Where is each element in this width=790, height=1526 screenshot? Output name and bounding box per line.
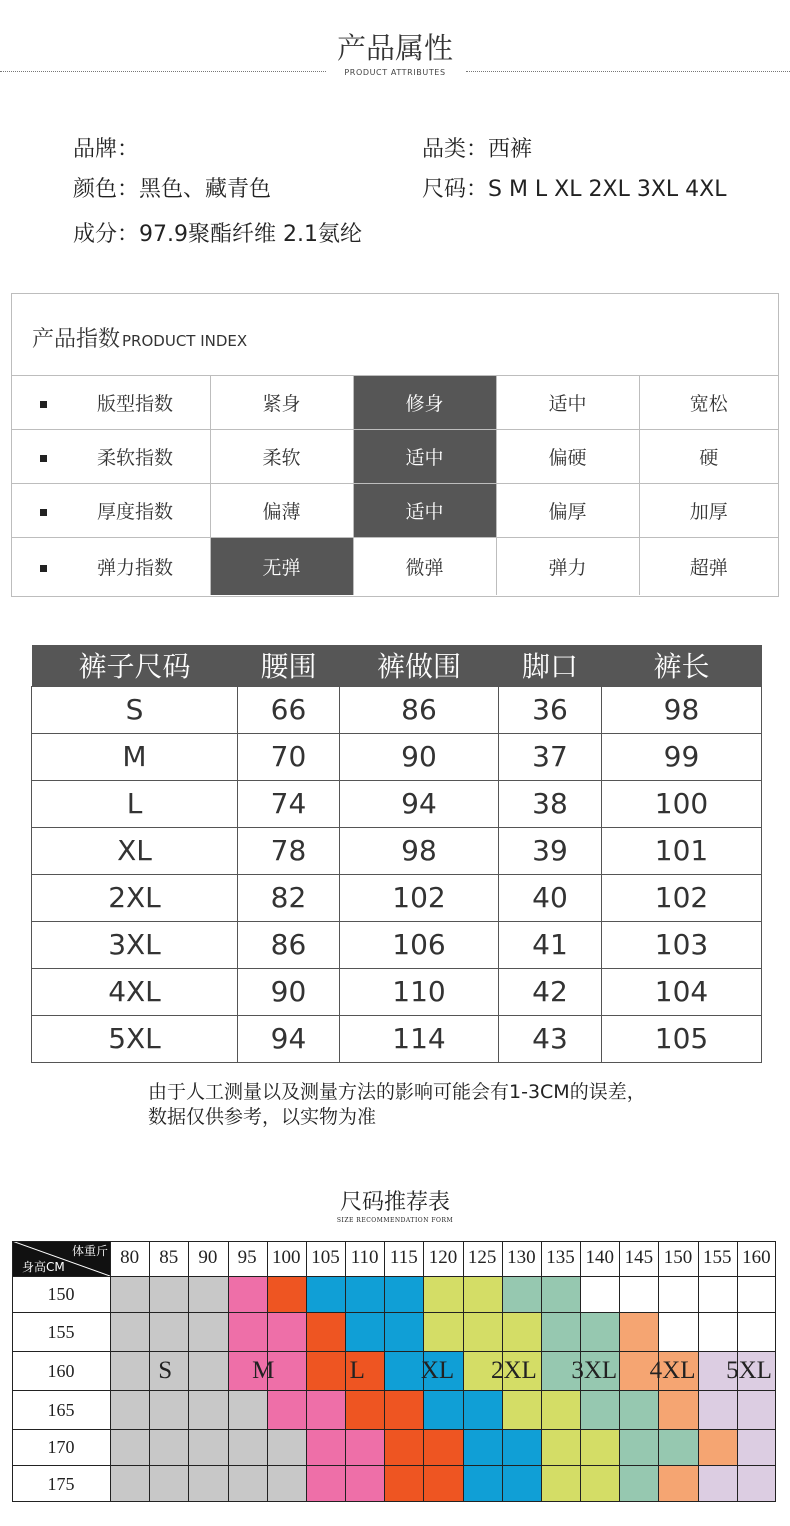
grid-cell [228, 1429, 267, 1465]
grid-cell [502, 1276, 541, 1312]
grid-horizontal-line [12, 1429, 776, 1430]
table-cell: 66 [238, 686, 340, 733]
grid-cell [149, 1276, 188, 1312]
grid-cell [188, 1390, 227, 1429]
grid-cell [188, 1465, 227, 1502]
grid-cell [698, 1465, 737, 1502]
grid-cell [110, 1465, 149, 1502]
table-cell: 86 [340, 686, 499, 733]
height-label: 175 [47, 1473, 75, 1494]
grid-cell [267, 1429, 306, 1465]
table-cell: 5XL [32, 1015, 238, 1062]
table-cell: 82 [238, 874, 340, 921]
table-cell: 99 [602, 733, 762, 780]
grid-cell [580, 1276, 619, 1312]
grid-cell [580, 1465, 619, 1502]
weight-label: 130 [507, 1247, 536, 1268]
weight-label: 140 [585, 1247, 614, 1268]
grid-cell [698, 1276, 737, 1312]
weight-label: 80 [120, 1247, 140, 1268]
table-cell: 102 [340, 874, 499, 921]
table-cell: 37 [499, 733, 602, 780]
grid-cell [502, 1429, 541, 1465]
grid-cell [619, 1390, 658, 1429]
table-cell: 42 [499, 968, 602, 1015]
product-index-panel [11, 293, 779, 597]
table-cell: 43 [499, 1015, 602, 1062]
grid-cell [306, 1276, 345, 1312]
grid-cell [541, 1465, 580, 1502]
grid-horizontal-line [12, 1241, 776, 1242]
grid-horizontal-line [12, 1351, 776, 1352]
table-cell: L [32, 780, 238, 827]
index-option-selected: 适中 [353, 484, 496, 538]
index-label-text: 弹力指数 [97, 556, 174, 579]
weight-label: 155 [702, 1247, 732, 1268]
grid-cell [149, 1390, 188, 1429]
product-index-title-en: PRODUCT INDEX [122, 332, 248, 350]
table-row [32, 827, 762, 874]
table-cell: 4XL [32, 968, 238, 1015]
table-cell: 110 [340, 968, 499, 1015]
index-option: 超弹 [639, 538, 778, 595]
grid-cell [423, 1312, 462, 1351]
size-label: XL [420, 1357, 455, 1384]
index-label-text: 柔软指数 [97, 447, 174, 469]
grid-cell [541, 1390, 580, 1429]
table-cell: 36 [499, 686, 602, 733]
weight-label: 150 [663, 1247, 693, 1268]
weight-label: 100 [272, 1247, 301, 1268]
table-cell: S [32, 686, 238, 733]
grid-cell [267, 1390, 306, 1429]
attr-category: 品类：西裤 [422, 137, 533, 162]
grid-cell [737, 1465, 776, 1502]
index-option: 适中 [496, 376, 639, 430]
index-label-text: 版型指数 [97, 393, 174, 415]
attr-color: 颜色：黑色、藏青色 [73, 177, 272, 202]
grid-cell [345, 1390, 384, 1429]
grid-corner-header [12, 1241, 110, 1276]
weight-label: 125 [467, 1247, 497, 1268]
weight-label: 95 [237, 1247, 257, 1268]
grid-cell [110, 1312, 149, 1351]
index-option: 宽松 [639, 376, 778, 430]
grid-cell [306, 1429, 345, 1465]
grid-cell [188, 1312, 227, 1351]
grid-horizontal-line [12, 1312, 776, 1313]
size-chart-table [31, 645, 762, 1063]
table-cell: 3XL [32, 921, 238, 968]
bullet-icon [40, 401, 47, 408]
grid-cell [423, 1465, 462, 1502]
grid-cell [384, 1312, 423, 1351]
index-option: 硬 [639, 430, 778, 484]
grid-cell [541, 1276, 580, 1312]
table-cell: 94 [238, 1015, 340, 1062]
size-label: L [349, 1357, 365, 1384]
grid-cell [502, 1390, 541, 1429]
weight-label: 105 [311, 1247, 340, 1268]
table-cell: 86 [238, 921, 340, 968]
grid-cell [267, 1312, 306, 1351]
table-cell: 41 [499, 921, 602, 968]
grid-cell [463, 1312, 502, 1351]
grid-cell [463, 1390, 502, 1429]
size-label: 2XL [491, 1357, 537, 1384]
table-cell: 90 [238, 968, 340, 1015]
grid-horizontal-line [12, 1465, 776, 1466]
attr-brand: 品牌： [73, 137, 140, 162]
weight-label: 90 [198, 1247, 218, 1268]
weight-label: 145 [624, 1247, 654, 1268]
table-row [32, 1015, 762, 1062]
table-cell: 40 [499, 874, 602, 921]
size-label: 5XL [726, 1357, 772, 1384]
grid-cell [698, 1390, 737, 1429]
table-cell: 102 [602, 874, 762, 921]
table-cell: 78 [238, 827, 340, 874]
page-title: 产品属性 [336, 31, 453, 65]
index-row-label [12, 484, 210, 538]
index-option-selected: 无弹 [210, 538, 353, 595]
grid-cell [698, 1429, 737, 1465]
grid-cell [619, 1276, 658, 1312]
table-row [32, 874, 762, 921]
height-label: 165 [47, 1399, 75, 1420]
size-label: 3XL [571, 1357, 618, 1384]
index-option-selected: 适中 [353, 430, 496, 484]
recommendation-title: 尺码推荐表 [339, 1190, 450, 1215]
grid-cell [737, 1276, 776, 1312]
weight-label: 160 [742, 1247, 771, 1268]
grid-cell [658, 1465, 697, 1502]
table-cell: 100 [602, 780, 762, 827]
index-option: 加厚 [639, 484, 778, 538]
weight-label: 135 [546, 1247, 575, 1268]
grid-cell [698, 1312, 737, 1351]
height-label: 160 [47, 1360, 75, 1381]
grid-horizontal-line [12, 1501, 776, 1502]
measurement-note-line2: 数据仅供参考，以实物为准 [148, 1106, 377, 1128]
grid-cell [384, 1390, 423, 1429]
bullet-icon [40, 509, 47, 516]
table-row [32, 780, 762, 827]
grid-cell [737, 1390, 776, 1429]
table-row [32, 733, 762, 780]
index-option: 偏硬 [496, 430, 639, 484]
grid-cell [541, 1429, 580, 1465]
weight-label: 115 [389, 1247, 418, 1268]
size-column-header: 腰围 [238, 645, 340, 686]
index-option: 偏厚 [496, 484, 639, 538]
table-cell: 74 [238, 780, 340, 827]
table-row [32, 686, 762, 733]
grid-cell [619, 1429, 658, 1465]
section-header-attributes [0, 18, 790, 88]
measurement-note-line1: 由于人工测量以及测量方法的影响可能会有1-3CM的误差， [148, 1081, 646, 1103]
bullet-icon [40, 565, 47, 572]
grid-cell [345, 1276, 384, 1312]
product-index-table [12, 375, 778, 595]
grid-cell [149, 1465, 188, 1502]
grid-cell [619, 1312, 658, 1351]
grid-cell [463, 1465, 502, 1502]
grid-cell [658, 1390, 697, 1429]
grid-cell [267, 1276, 306, 1312]
weight-label: 110 [350, 1247, 379, 1268]
table-cell: 94 [340, 780, 499, 827]
table-cell: XL [32, 827, 238, 874]
height-label: 155 [47, 1321, 75, 1342]
index-option: 柔软 [210, 430, 353, 484]
measurement-note [148, 1080, 646, 1130]
table-cell: 2XL [32, 874, 238, 921]
grid-cell [110, 1276, 149, 1312]
size-label: M [252, 1357, 275, 1384]
grid-cell [541, 1312, 580, 1351]
table-cell: M [32, 733, 238, 780]
weight-label: 85 [159, 1247, 179, 1268]
index-option-selected: 修身 [353, 376, 496, 430]
grid-cell [423, 1276, 462, 1312]
grid-cell [306, 1312, 345, 1351]
index-option: 紧身 [210, 376, 353, 430]
index-option: 微弹 [353, 538, 496, 595]
grid-cell [580, 1312, 619, 1351]
index-label-text: 厚度指数 [97, 501, 174, 523]
grid-cell [658, 1312, 697, 1351]
grid-horizontal-line [12, 1390, 776, 1391]
index-row-label [12, 538, 210, 595]
index-option: 偏薄 [210, 484, 353, 538]
grid-cell [345, 1312, 384, 1351]
size-recommendation-grid [12, 1241, 776, 1505]
grid-cell [345, 1429, 384, 1465]
grid-cell [228, 1465, 267, 1502]
index-row [12, 430, 778, 484]
table-cell: 90 [340, 733, 499, 780]
grid-cell [110, 1429, 149, 1465]
attr-sizes: 尺码：S M L XL 2XL 3XL 4XL [422, 177, 727, 202]
table-row [32, 968, 762, 1015]
grid-cell [306, 1390, 345, 1429]
page-subtitle: PRODUCT ATTRIBUTES [344, 68, 446, 77]
index-row [12, 484, 778, 538]
grid-cell [580, 1390, 619, 1429]
table-cell: 98 [602, 686, 762, 733]
size-column-header: 裤做围 [340, 645, 499, 686]
grid-cell [384, 1429, 423, 1465]
grid-cell [149, 1429, 188, 1465]
weight-label: 120 [428, 1247, 458, 1268]
grid-horizontal-line [12, 1276, 776, 1277]
grid-cell [306, 1465, 345, 1502]
corner-height-label: 身高CM [22, 1260, 65, 1274]
grid-cell [423, 1390, 462, 1429]
grid-cell [188, 1276, 227, 1312]
grid-cell [463, 1276, 502, 1312]
bullet-icon [40, 455, 47, 462]
recommendation-subtitle: SIZE RECOMMENDATION FORM [336, 1217, 454, 1224]
grid-cell [149, 1312, 188, 1351]
corner-weight-label: 体重斤 [71, 1244, 108, 1258]
height-label: 150 [47, 1284, 75, 1304]
grid-cell [228, 1390, 267, 1429]
table-cell: 38 [499, 780, 602, 827]
index-row [12, 376, 778, 430]
table-cell: 103 [602, 921, 762, 968]
grid-cell [502, 1465, 541, 1502]
table-cell: 104 [602, 968, 762, 1015]
grid-cell [737, 1312, 776, 1351]
grid-cell [267, 1465, 306, 1502]
grid-vertical-line [110, 1241, 111, 1502]
product-index-title-zh: 产品指数 [32, 327, 121, 352]
table-row [32, 921, 762, 968]
grid-cell [384, 1465, 423, 1502]
size-column-header: 裤子尺码 [32, 645, 238, 686]
grid-cell [502, 1312, 541, 1351]
table-cell: 39 [499, 827, 602, 874]
size-label: S [158, 1357, 173, 1384]
grid-cell [463, 1429, 502, 1465]
grid-cell [619, 1465, 658, 1502]
table-cell: 101 [602, 827, 762, 874]
grid-cell [110, 1390, 149, 1429]
grid-cell [580, 1429, 619, 1465]
grid-cell [228, 1312, 267, 1351]
index-row-label [12, 376, 210, 430]
size-column-header: 裤长 [602, 645, 762, 686]
height-label: 170 [47, 1437, 75, 1457]
grid-vertical-line [306, 1241, 307, 1502]
index-option: 弹力 [496, 538, 639, 595]
attr-material: 成分：97.9聚酯纤维 2.1氨纶 [73, 222, 362, 247]
grid-cell [345, 1465, 384, 1502]
grid-cell [658, 1276, 697, 1312]
table-cell: 70 [238, 733, 340, 780]
grid-cell [228, 1276, 267, 1312]
table-cell: 105 [602, 1015, 762, 1062]
table-cell: 114 [340, 1015, 499, 1062]
size-label: 4XL [649, 1357, 696, 1384]
index-row-label [12, 430, 210, 484]
table-cell: 98 [340, 827, 499, 874]
product-index-title [32, 322, 247, 353]
grid-cell [423, 1429, 462, 1465]
index-row [12, 538, 778, 595]
table-cell: 106 [340, 921, 499, 968]
grid-cell [188, 1429, 227, 1465]
grid-cell [384, 1276, 423, 1312]
size-column-header: 脚口 [499, 645, 602, 686]
grid-cell [658, 1429, 697, 1465]
grid-cell [737, 1429, 776, 1465]
